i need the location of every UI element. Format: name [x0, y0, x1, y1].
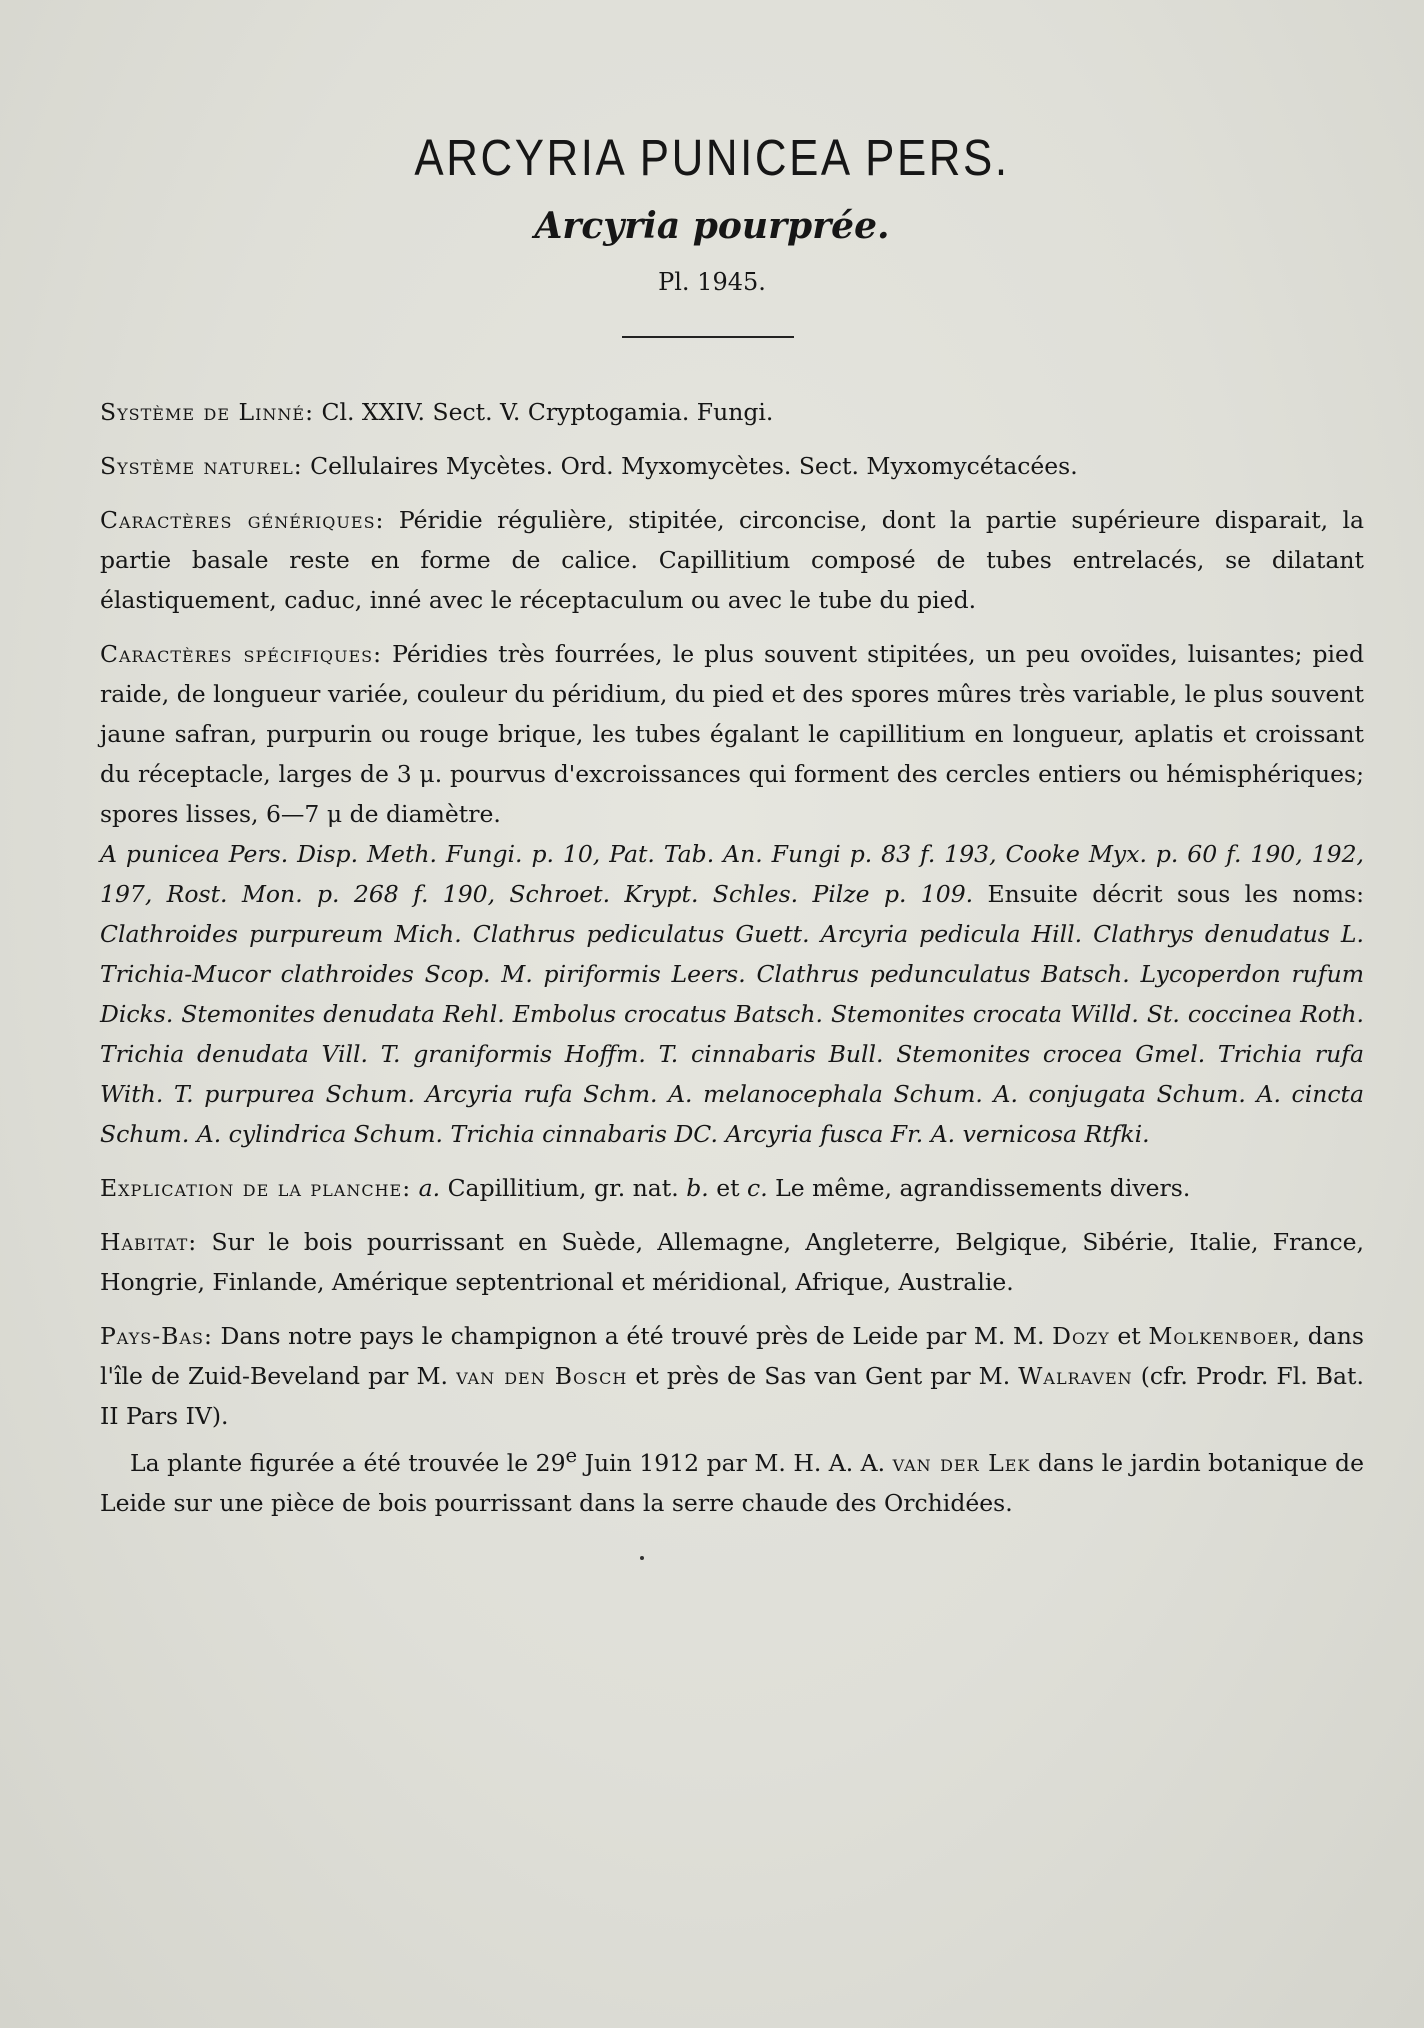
synonymy-refs: A punicea Pers. Disp. Meth. Fungi. p. 10, Pat. Tab. An. Fungi p. 83 f. 193, Cooke Myx. p. 60 f. 190, 192, 197, Rost. Mon. p. 268 f. 190, Schroet. Krypt. Schles. Pilze p. 109.: [100, 840, 1364, 908]
paysbas-name-bosch: van den Bosch: [456, 1362, 628, 1390]
plante-t3: dans le jardin botanique de Leide sur une pièce de bois pourrissant dans la serre chaude des Orchidées.: [100, 1448, 1364, 1517]
planche-bc-text: Le même, agrandissements divers.: [775, 1174, 1191, 1202]
naturel-label: Système naturel:: [100, 452, 303, 480]
paysbas-name-dozy: Dozy: [1052, 1322, 1110, 1350]
linne-paragraph: [100, 392, 1364, 432]
planche-b: b.: [686, 1174, 709, 1202]
habitat-paragraph: [100, 1222, 1364, 1302]
linne-text: Cl. XXIV. Sect. V. Cryptogamia. Fungi.: [321, 398, 774, 426]
plante-t2: Juin 1912 par M. H. A. A.: [584, 1448, 886, 1477]
habitat-text: Sur le bois pourrissant en Suède, Allemagne, Angleterre, Belgique, Sibérie, Italie, France, Hongrie, Finlande, Amérique septentrional et méridional, Afrique, Australie.: [100, 1228, 1364, 1296]
plante-name-lek: van der Lek: [892, 1448, 1031, 1477]
plante-paragraph: [100, 1436, 1364, 1523]
plante-t1: La plante figurée a été trouvée le 29: [130, 1448, 566, 1477]
page-subtitle: Arcyria pourprée.: [534, 205, 890, 247]
generiques-text: Péridie régulière, stipitée, circoncise, dont la partie supérieure disparait, la partie basale reste en forme de calice. Capillitium composé de tubes entrelacés, se dilatant élastiquement, caduc, inné avec le réceptaculum ou avec le tube du pied.: [100, 506, 1364, 614]
planche-label: Explication de la planche:: [100, 1174, 412, 1202]
page-title: ARCYRIA PUNICEA PERS.: [414, 129, 1010, 186]
paysbas-name-molkenboer: Molkenboer: [1148, 1322, 1293, 1350]
paysbas-t3: , dans l'île de Zuid-Beveland par M.: [100, 1322, 1364, 1390]
planche-a-text: Capillitium, gr. nat.: [447, 1174, 679, 1202]
specifiques-label: Caractères spécifiques:: [100, 640, 383, 668]
paysbas-t5: (cfr. Prodr. Fl. Bat. II Pars IV).: [100, 1362, 1364, 1430]
plate-number: Pl. 1945.: [658, 268, 766, 296]
document-body: [100, 392, 1364, 1523]
synonymy-connector: Ensuite décrit sous les noms:: [987, 880, 1364, 908]
planche-et: et: [716, 1174, 740, 1202]
paysbas-t2: et: [1117, 1322, 1141, 1350]
naturel-paragraph: [100, 446, 1364, 486]
generiques-paragraph: [100, 500, 1364, 620]
synonymy-paragraph: [100, 834, 1364, 1154]
paysbas-label: Pays-Bas:: [100, 1322, 213, 1350]
generiques-label: Caractères génériques:: [100, 506, 385, 534]
paysbas-paragraph: [100, 1316, 1364, 1436]
linne-label: Système de Linné:: [100, 398, 315, 426]
naturel-text: Cellulaires Mycètes. Ord. Myxomycètes. Sect. Myxomycétacées.: [310, 452, 1078, 480]
specifiques-paragraph: [100, 634, 1364, 834]
specifiques-text: Péridies très fourrées, le plus souvent stipitées, un peu ovoïdes, luisantes; pied raide, de longueur variée, couleur du péridium, du pied et des spores mûres très variable, le plus souvent jaune safran, purpurin ou rouge brique, les tubes égalant le capillitium en longueur, aplatis et croissant du réceptacle, larges de 3 μ. pourvus d'excroissances qui forment des cercles entiers ou hémisphériques; spores lisses, 6—7 μ de diamètre.: [100, 640, 1364, 828]
plante-sup: e: [565, 1444, 578, 1467]
planche-c: c.: [747, 1174, 768, 1202]
habitat-label: Habitat:: [100, 1228, 198, 1256]
title-divider: [622, 336, 794, 338]
paysbas-name-walraven: Walraven: [1018, 1362, 1133, 1390]
synonymy-names: Clathroides purpureum Mich. Clathrus pediculatus Guett. Arcyria pedicula Hill. Clathrys denudatus L. Trichia-Mucor clathroides Scop. M. piriformis Leers. Clathrus pedunculatus Batsch. Lycoperdon rufum Dicks. Stemonites denudata Rehl. Embolus crocatus Batsch. Stemonites crocata Willd. St. coccinea Roth. Trichia denudata Vill. T. graniformis Hoffm. T. cinnabaris Bull. Stemonites crocea Gmel. Trichia rufa With. T. purpurea Schum. Arcyria rufa Schm. A. melanocephala Schum. A. conjugata Schum. A. cincta Schum. A. cylindrica Schum. Trichia cinnabaris DC. Arcyria fusca Fr. A. vernicosa Rtfki.: [100, 920, 1364, 1148]
planche-paragraph: [100, 1168, 1364, 1208]
planche-a: a.: [418, 1174, 441, 1202]
stray-dot: [640, 1556, 644, 1560]
paysbas-t1: Dans notre pays le champignon a été trouvé près de Leide par M. M.: [220, 1322, 1045, 1350]
paysbas-t4: et près de Sas van Gent par M.: [635, 1362, 1011, 1390]
